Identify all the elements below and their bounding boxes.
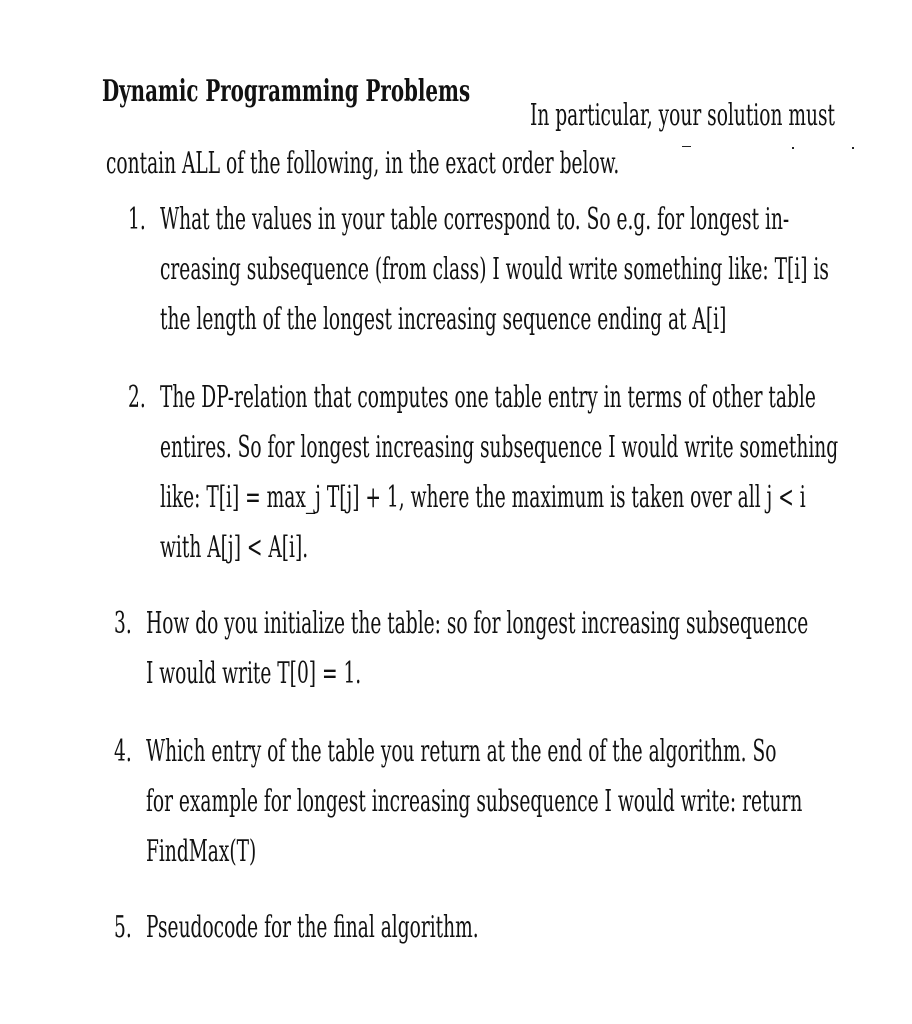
item-1-line-2: creasing subsequence (from class) I would write something like: T[i] is: [160, 252, 829, 287]
item-number: 2.: [128, 380, 146, 415]
page-title: Dynamic Programming Problems: [102, 74, 471, 109]
item-3-line-1: How do you initialize the table: so for longest increasing subsequence: [146, 606, 809, 641]
item-3-line-2: I would write T[0] = 1.: [146, 656, 362, 691]
item-4-line-2: for example for longest increasing subsequence I would write: return: [146, 784, 803, 819]
item-2-line-3: like: T[i] = max_j T[j] + 1, where the maximum is taken over all j < i: [160, 480, 806, 515]
item-5-line-1: Pseudocode for the final algorithm.: [146, 910, 479, 945]
item-number: 3.: [114, 606, 132, 641]
item-1-line-3: the length of the longest increasing sequence ending at A[i]: [160, 302, 727, 337]
item-number: 5.: [114, 910, 132, 945]
item-2-line-1: The DP-relation that computes one table entry in terms of other table: [160, 380, 816, 415]
item-1-line-1: What the values in your table correspond to. So e.g. for longest in-: [160, 202, 790, 237]
scan-mark: [682, 146, 691, 147]
item-4-line-1: Which entry of the table you return at the end of the algorithm. So: [146, 734, 777, 769]
item-2-line-4: with A[j] < A[i].: [160, 530, 309, 565]
scan-mark: [792, 147, 794, 149]
item-2-line-2: entires. So for longest increasing subsequence I would write something: [160, 430, 839, 465]
intro-text-part1: In particular, your solution must: [530, 98, 835, 133]
item-4-line-3: FindMax(T): [146, 834, 257, 869]
item-number: 1.: [128, 202, 146, 237]
scan-mark: [852, 147, 854, 149]
intro-text-part2: contain ALL of the following, in the exact order below.: [106, 146, 620, 181]
item-number: 4.: [114, 734, 132, 769]
